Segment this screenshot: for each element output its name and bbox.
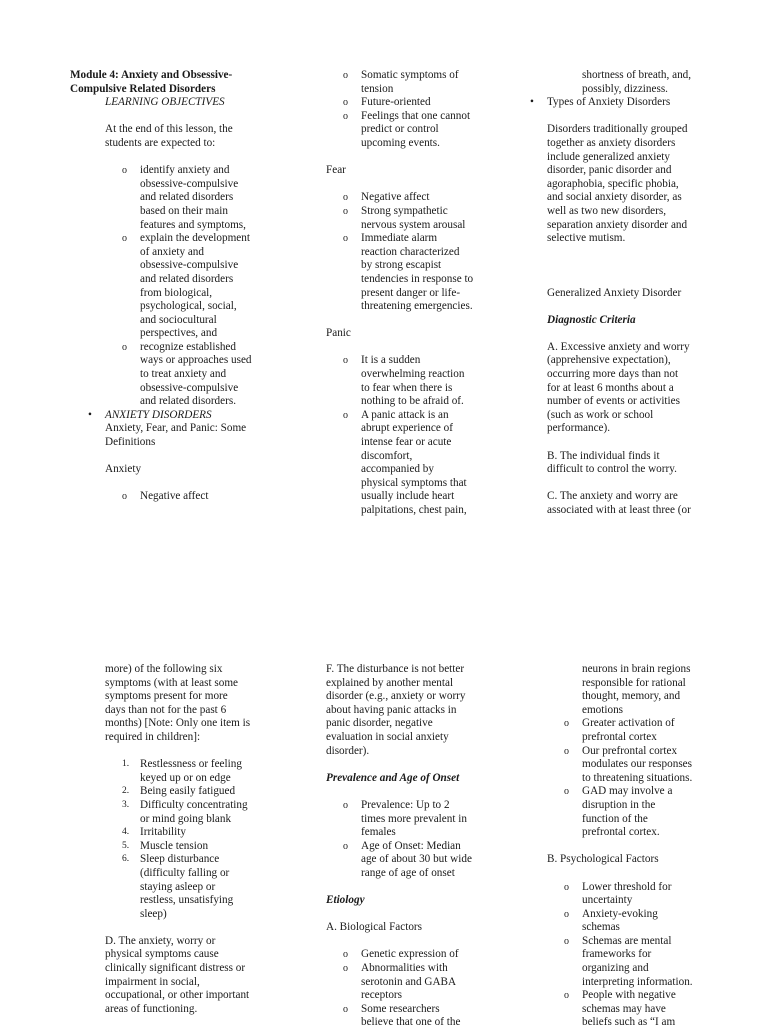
anxiety-item: o Feelings that one cannot predict or control upcoming events. xyxy=(361,110,496,151)
criterion-f: F. The disturbance is not better explained by another mental disorder (e.g., anxiety or worry about having panic attacks in panic disorder, negative evaluation in social anxiety disorder). xyxy=(326,663,501,758)
biological-item: o Some researchers believe that one of the xyxy=(361,1003,501,1030)
symptom-item: 5. Muscle tension xyxy=(140,840,280,854)
panic-label: Panic xyxy=(326,327,496,341)
module-title-line-1: Module 4: Anxiety and Obsessive- xyxy=(70,69,270,83)
definitions-subheading-2: Definitions xyxy=(105,436,270,450)
cortex-item: o GAD may involve a disruption in the function of the prefrontal cortex. xyxy=(582,785,722,839)
anxiety-list xyxy=(105,490,270,504)
prevalence-list xyxy=(326,799,501,881)
prevalence-item: o Prevalence: Up to 2 times more prevalent in females xyxy=(361,799,501,840)
intro-line-2: students are expected to: xyxy=(105,137,270,151)
psychological-item: o People with negative schemas may have beliefs such as “I am xyxy=(582,989,722,1030)
p1-column-1 xyxy=(70,69,270,504)
cortex-item: o Greater activation of prefrontal cortex xyxy=(582,717,722,744)
p1-column-2 xyxy=(326,69,496,518)
objective-item: o explain the development of anxiety and obsessive-compulsive and related disorders from biological, psychological, social, and sociocultural perspectives, and xyxy=(140,232,270,341)
fear-item: o Immediate alarm reaction characterized by strong escapist tendencies in response to present danger or life- threatening emergencies. xyxy=(361,232,496,314)
symptom-item: 3. Difficulty concentrating or mind going blank xyxy=(140,799,280,826)
fear-list xyxy=(326,191,496,313)
cortex-item: o Our prefrontal cortex modulates our responses to threatening situations. xyxy=(582,745,722,786)
learning-objectives-heading: LEARNING OBJECTIVES xyxy=(105,96,270,110)
symptom-item: 4. Irritability xyxy=(140,826,280,840)
p2-column-3 xyxy=(547,663,722,1030)
types-section xyxy=(547,96,722,110)
anxiety-disorders-section xyxy=(105,409,270,450)
criterion-c: C. The anxiety and worry are associated with at least three (or xyxy=(547,490,722,517)
psychological-factors-heading: B. Psychological Factors xyxy=(547,853,722,867)
anxiety-label: Anxiety xyxy=(105,463,270,477)
panic-continuation-2: possibly, dizziness. xyxy=(547,83,722,97)
anxiety-item: o Somatic symptoms of tension xyxy=(361,69,496,96)
fear-label: Fear xyxy=(326,164,496,178)
biological-list xyxy=(326,948,501,1030)
criterion-c-continuation: more) of the following six symptoms (with at least some symptoms present for more days than not for the past 6 months) [Note: Only one item is required in children]: xyxy=(105,663,280,745)
panic-item: o It is a sudden overwhelming reaction to fear when there is nothing to be afraid of. xyxy=(361,354,496,408)
types-heading: • Types of Anxiety Disorders xyxy=(547,96,722,110)
fear-item: o Negative affect xyxy=(361,191,496,205)
biological-continuation: neurons in brain regions responsible for rational thought, memory, and emotions xyxy=(547,663,722,717)
psychological-item: o Lower threshold for uncertainty xyxy=(582,881,722,908)
etiology-heading: Etiology xyxy=(326,894,501,908)
prevalence-item: o Age of Onset: Median age of about 30 but wide range of age of onset xyxy=(361,840,501,881)
panic-list xyxy=(326,354,496,517)
psychological-item: o Anxiety-evoking schemas xyxy=(582,908,722,935)
diagnostic-criteria-heading: Diagnostic Criteria xyxy=(547,314,722,328)
psychological-list xyxy=(547,881,722,1030)
p1-column-3 xyxy=(547,69,722,518)
gad-heading: Generalized Anxiety Disorder xyxy=(547,287,722,301)
p2-column-1 xyxy=(105,663,280,1016)
anxiety-disorders-heading: • ANXIETY DISORDERS xyxy=(105,409,270,423)
anxiety-item: o Future-oriented xyxy=(361,96,496,110)
criterion-d: D. The anxiety, worry or physical symptoms cause clinically significant distress or impairment in social, occupational, or other important areas of functioning. xyxy=(105,935,280,1017)
biological-factors-heading: A. Biological Factors xyxy=(326,921,501,935)
biological-item: o Genetic expression of xyxy=(361,948,501,962)
symptom-item: 6. Sleep disturbance (difficulty falling or staying asleep or restless, unsatisfying sleep) xyxy=(140,853,280,921)
anxiety-list-cont xyxy=(326,69,496,151)
anxiety-item: o Negative affect xyxy=(140,490,270,504)
objective-item: o identify anxiety and obsessive-compulsive and related disorders based on their main features and symptoms, xyxy=(140,164,270,232)
criterion-b: B. The individual finds it difficult to control the worry. xyxy=(547,450,722,477)
panic-item: o A panic attack is an abrupt experience of intense fear or acute discomfort, accompanied by physical symptoms that usually include heart palpitations, chest pain, xyxy=(361,409,496,518)
cortex-list xyxy=(547,717,722,839)
symptoms-list xyxy=(105,758,280,921)
intro-line-1: At the end of this lesson, the xyxy=(105,123,270,137)
criterion-a: A. Excessive anxiety and worry (apprehensive expectation), occurring more days than not for at least 6 months about a number of events or activities (such as work or school performance). xyxy=(547,341,722,436)
panic-continuation-1: shortness of breath, and, xyxy=(547,69,722,83)
types-paragraph: Disorders traditionally grouped together as anxiety disorders include generalized anxiety disorder, panic disorder and agoraphobia, specific phobia, and social anxiety disorder, as well as two new disorders, separation anxiety disorder and selective mutism. xyxy=(547,123,722,245)
prevalence-heading: Prevalence and Age of Onset xyxy=(326,772,501,786)
symptom-item: 1. Restlessness or feeling keyed up or on edge xyxy=(140,758,280,785)
objective-item: o recognize established ways or approaches used to treat anxiety and obsessive-compulsive and related disorders. xyxy=(140,341,270,409)
psychological-item: o Schemas are mental frameworks for organizing and interpreting information. xyxy=(582,935,722,989)
objectives-list xyxy=(105,164,270,409)
definitions-subheading-1: Anxiety, Fear, and Panic: Some xyxy=(105,422,270,436)
p2-column-2 xyxy=(326,663,501,1030)
module-title-line-2: Compulsive Related Disorders xyxy=(70,83,270,97)
symptom-item: 2. Being easily fatigued xyxy=(140,785,280,799)
biological-item: o Abnormalities with serotonin and GABA receptors xyxy=(361,962,501,1003)
fear-item: o Strong sympathetic nervous system arousal xyxy=(361,205,496,232)
